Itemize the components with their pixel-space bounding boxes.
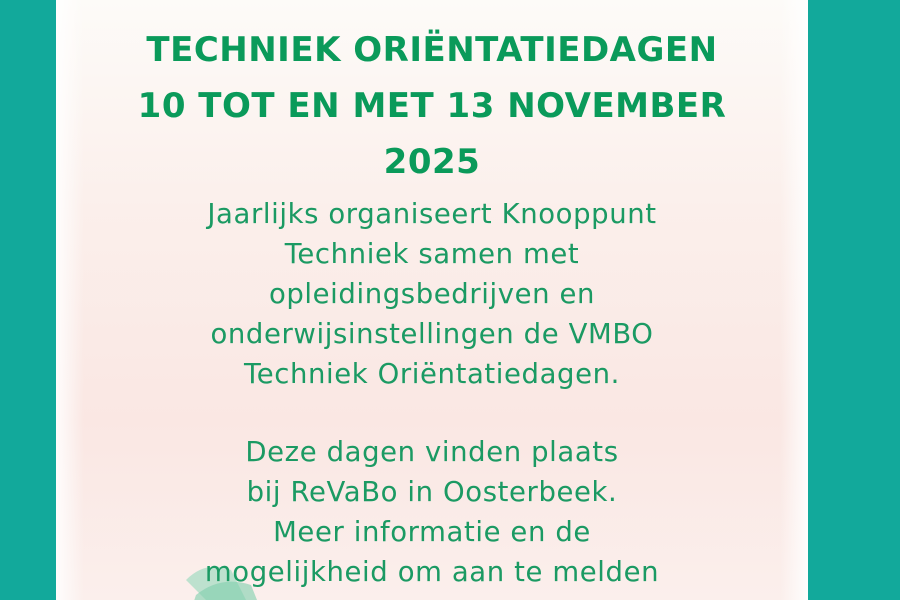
intro-line-3: opleidingsbedrijven en [268, 278, 596, 310]
poster-title [56, 22, 808, 190]
title-line-3: 2025 [383, 142, 481, 182]
intro-line-5: Techniek Oriëntatiedagen. [243, 358, 621, 390]
details-line-4: mogelijkheid om aan te melden [204, 556, 660, 588]
details-line-1: Deze dagen vinden plaats [245, 436, 619, 468]
title-line-2: 10 TOT EN MET 13 NOVEMBER [137, 86, 727, 126]
details-paragraph [56, 432, 808, 592]
intro-line-2: Techniek samen met [284, 238, 580, 270]
title-line-1: TECHNIEK ORIËNTATIEDAGEN [146, 30, 718, 70]
intro-line-1: Jaarlijks organiseert Knooppunt [207, 198, 657, 230]
details-line-3: Meer informatie en de [273, 516, 591, 548]
details-line-2: bij ReVaBo in Oosterbeek. [246, 476, 618, 508]
intro-paragraph [56, 194, 808, 394]
intro-line-4: onderwijsinstellingen de VMBO [210, 318, 654, 350]
poster-card [56, 0, 808, 600]
